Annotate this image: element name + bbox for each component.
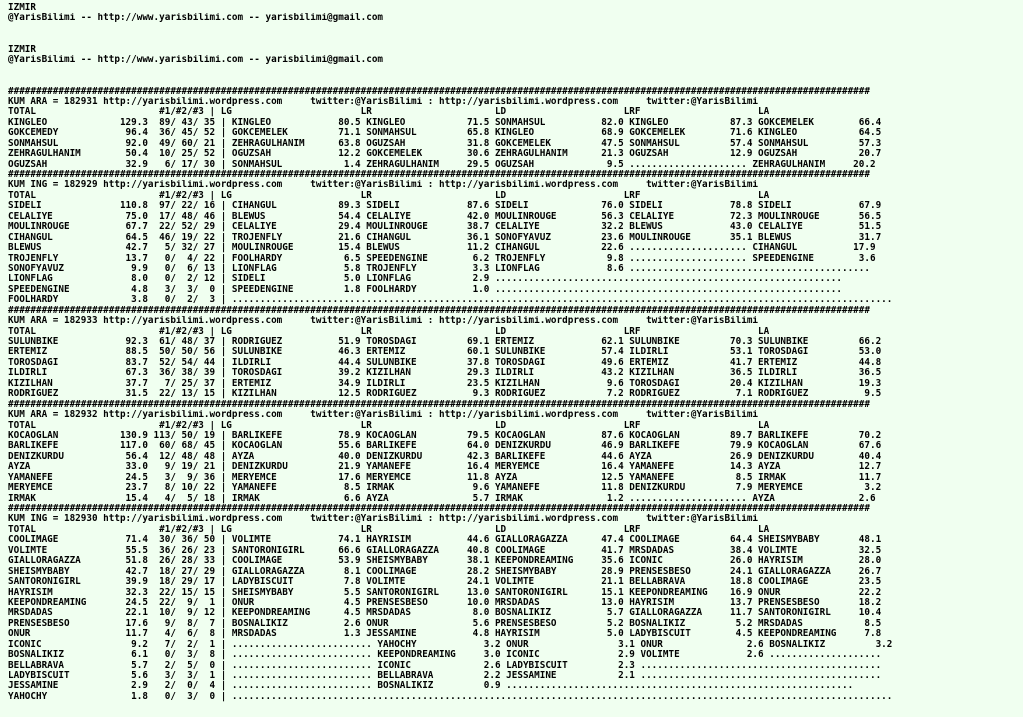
separator-line: ########################################################################################################################################################## [8, 399, 870, 410]
race-block [8, 170, 1023, 306]
result-row: KOCAOGLAN 130.9 113/ 50/ 19 | BARLIKEFE 78.9 KOCAOGLAN 79.5 KOCAOGLAN 87.6 KOCAOGLAN 89.7 BARLIKEFE 70.2 [8, 430, 882, 441]
result-row: TROJENFLY 13.7 0/ 4/ 22 | FOOLHARDY 6.5 SPEEDENGINE 6.2 TROJENFLY 9.8 ..................... SPEEDENGINE 3.6 [8, 253, 876, 264]
result-row: HAYRISIM 32.3 22/ 15/ 15 | SHEISMYBABY 5.5 SANTORONIGIRL 13.0 SANTORONIGIRL 15.1 KEEPONDREAMING 16.9 ONUR 22.2 [8, 587, 882, 598]
spacer [8, 66, 1023, 87]
race-header: KUM ING = 182930 http://yarisbilimi.wordpress.com twitter:@YarisBilimi : http://yarisbilimi.wordpress.com twitter:@YarisBilimi [8, 514, 759, 525]
result-row: SONMAHSUL 92.0 49/ 60/ 21 | ZEHRAGULHANIM 63.8 OGUZSAH 31.8 GOKCEMELEK 47.5 SONMAHSUL 57.4 SONMAHSUL 57.3 [8, 138, 882, 149]
result-row: ZEHRAGULHANIM 50.4 10/ 25/ 52 | OGUZSAH 12.2 GOKCEMELEK 30.6 ZEHRAGULHANIM 21.3 OGUZSAH 12.9 OGUZSAH 20.7 [8, 149, 882, 160]
result-row: KINGLEO 129.3 89/ 43/ 35 | KINGLEO 80.5 KINGLEO 71.5 SONMAHSUL 82.0 KINGLEO 87.3 GOKCEMELEK 66.4 [8, 117, 882, 128]
result-row: ICONIC 9.2 7/ 2/ 1 | ......................... YAHOCHY 3.2 ONUR 3.1 ONUR 2.6 BOSNALIKIZ 3.2 [8, 639, 893, 650]
result-row: ONUR 11.7 4/ 6/ 8 | MRSDADAS 1.3 JESSAMINE 4.8 HAYRISIM 5.0 LADYBISCUIT 4.5 KEEPONDREAMING 7.8 [8, 629, 882, 640]
result-row: YAHOCHY 1.8 0/ 3/ 0 | ...................................................................................................................... [8, 691, 893, 702]
result-row: AYZA 33.0 9/ 19/ 21 | DENIZKURDU 21.9 YAMANEFE 16.4 MERYEMCE 16.4 YAMANEFE 14.3 AYZA 12.7 [8, 462, 882, 473]
column-header: TOTAL #1/#2/#3 | LG LR LD LRF LA [8, 107, 770, 118]
result-row: SIDELI 110.8 97/ 22/ 16 | CIHANGUL 89.3 SIDELI 87.6 SIDELI 76.0 SIDELI 78.8 SIDELI 67.9 [8, 201, 882, 212]
race-header: KUM ING = 182929 http://yarisbilimi.wordpress.com twitter:@YarisBilimi : http://yarisbilimi.wordpress.com twitter:@YarisBilimi [8, 180, 759, 191]
race-header: KUM ARA = 182931 http://yarisbilimi.wordpress.com twitter:@YarisBilimi : http://yarisbilimi.wordpress.com twitter:@YarisBilimi [8, 96, 759, 107]
result-row: DENIZKURDU 56.4 12/ 48/ 48 | AYZA 40.0 DENIZKURDU 42.3 BARLIKEFE 44.6 AYZA 26.9 DENIZKURDU 40.4 [8, 451, 882, 462]
race-blocks [8, 87, 1023, 703]
race-block [8, 306, 1023, 400]
result-row: YAMANEFE 24.5 3/ 9/ 36 | MERYEMCE 17.6 MERYEMCE 11.8 AYZA 12.5 YAMANEFE 8.5 IRMAK 11.7 [8, 472, 882, 483]
result-row: CELALIYE 75.0 17/ 48/ 46 | BLEWUS 54.4 CELALIYE 42.0 MOULINROUGE 56.3 CELALIYE 72.3 MOULINROUGE 56.5 [8, 211, 882, 222]
result-row: VOLIMTE 55.5 36/ 26/ 23 | SANTORONIGIRL 66.6 GIALLORAGAZZA 40.8 COOLIMAGE 41.7 MRSDADAS 38.4 VOLIMTE 32.5 [8, 545, 882, 556]
race-block [8, 87, 1023, 171]
race-block [8, 504, 1023, 702]
separator-line: ########################################################################################################################################################## [8, 504, 870, 515]
city-title-repeat: IZMIR [8, 44, 36, 55]
result-row: SPEEDENGINE 4.8 3/ 3/ 0 | SPEEDENGINE 1.8 FOOLHARDY 1.0 .............................................................. [8, 284, 842, 295]
result-row: SONOFYAVUZ 9.9 0/ 6/ 13 | LIONFLAG 5.8 TROJENFLY 3.3 LIONFLAG 8.6 ........................................... [8, 263, 870, 274]
result-row: COOLIMAGE 71.4 30/ 36/ 50 | VOLIMTE 74.1 HAYRISIM 44.6 GIALLORAGAZZA 47.4 COOLIMAGE 64.4 SHEISMYBABY 48.1 [8, 535, 882, 546]
result-row: MRSDADAS 22.1 10/ 9/ 12 | KEEPONDREAMING 4.5 MRSDADAS 8.0 BOSNALIKIZ 5.7 GIALLORAGAZZA 11.7 SANTORONIGIRL 10.4 [8, 608, 882, 619]
result-row: BLEWUS 42.7 5/ 32/ 27 | MOULINROUGE 15.4 BLEWUS 11.2 CIHANGUL 22.6 ..................... CIHANGUL 17.9 [8, 243, 876, 254]
result-row: FOOLHARDY 3.8 0/ 2/ 3 | ...................................................................................................................... [8, 295, 893, 306]
site-contact-line-repeat: @YarisBilimi -- http://www.yarisbilimi.com -- yarisbilimi@gmail.com [8, 55, 384, 66]
result-row: BELLABRAVA 5.7 2/ 5/ 0 | ......................... ICONIC 2.6 LADYBISCUIT 2.3 ........................................... [8, 660, 882, 671]
result-row: BOSNALIKIZ 6.1 0/ 3/ 8 | ......................... KEEPONDREAMING 3.0 ICONIC 2.9 VOLIMTE 2.6 .................... [8, 650, 882, 661]
result-row: SULUNBIKE 92.3 61/ 48/ 37 | RODRIGUEZ 51.9 TOROSDAGI 69.1 ERTEMIZ 62.1 SULUNBIKE 70.3 SULUNBIKE 66.2 [8, 337, 882, 348]
column-header: TOTAL #1/#2/#3 | LG LR LD LRF LA [8, 190, 770, 201]
result-row: KIZILHAN 37.7 7/ 25/ 37 | ERTEMIZ 34.9 ILDIRLI 23.5 KIZILHAN 9.6 TOROSDAGI 20.4 KIZILHAN 19.3 [8, 378, 882, 389]
result-row: LADYBISCUIT 5.6 3/ 3/ 1 | ......................... BELLABRAVA 2.2 JESSAMINE 2.1 ........................................... [8, 671, 882, 682]
race-header: KUM ARA = 182932 http://yarisbilimi.wordpress.com twitter:@YarisBilimi : http://yarisbilimi.wordpress.com twitter:@YarisBilimi [8, 410, 759, 421]
result-row: JESSAMINE 2.9 2/ 0/ 4 | ......................... BOSNALIKIZ 0.9 .............................................................. [8, 681, 854, 692]
city-title: IZMIR [8, 3, 36, 13]
column-header: TOTAL #1/#2/#3 | LG LR LD LRF LA [8, 524, 770, 535]
result-row: SHEISMYBABY 42.7 18/ 27/ 29 | GIALLORAGAZZA 8.1 COOLIMAGE 28.2 SHEISMYBABY 28.9 PRENSESBESO 24.1 GIALLORAGAZZA 26.7 [8, 566, 882, 577]
result-row: KEEPONDREAMING 24.5 22/ 9/ 1 | ONUR 4.5 PRENSESBESO 10.0 MRSDADAS 13.0 HAYRISIM 13.7 PRENSESBESO 18.2 [8, 597, 882, 608]
result-row: GOKCEMEDY 96.4 36/ 45/ 52 | GOKCEMELEK 71.1 SONMAHSUL 65.8 KINGLEO 68.9 GOKCEMELEK 71.6 KINGLEO 64.5 [8, 128, 882, 139]
result-row: LIONFLAG 8.0 0/ 2/ 12 | SIDELI 5.0 LIONFLAG 2.9 .............................................................. [8, 274, 842, 285]
result-row: MERYEMCE 23.7 8/ 10/ 22 | YAMANEFE 8.5 IRMAK 9.6 YAMANEFE 11.8 DENIZKURDU 7.9 MERYEMCE 3.2 [8, 483, 882, 494]
result-row: SANTORONIGIRL 39.9 18/ 29/ 17 | LADYBISCUIT 7.8 VOLIMTE 24.1 VOLIMTE 21.1 BELLABRAVA 18.8 COOLIMAGE 23.5 [8, 577, 882, 588]
result-row: GIALLORAGAZZA 51.8 26/ 28/ 33 | COOLIMAGE 53.9 SHEISMYBABY 38.1 KEEPONDREAMING 35.6 ICONIC 26.0 HAYRISIM 28.0 [8, 556, 882, 567]
race-header: KUM ARA = 182933 http://yarisbilimi.wordpress.com twitter:@YarisBilimi : http://yarisbilimi.wordpress.com twitter:@YarisBilimi [8, 316, 759, 327]
spacer [8, 24, 1023, 45]
separator-line: ########################################################################################################################################################## [8, 86, 870, 97]
result-row: MOULINROUGE 67.7 22/ 52/ 29 | CELALIYE 29.4 MOULINROUGE 38.7 CELALIYE 32.2 BLEWUS 43.0 CELALIYE 51.5 [8, 222, 882, 233]
result-row: PRENSESBESO 17.6 9/ 8/ 7 | BOSNALIKIZ 2.6 ONUR 5.6 PRENSESBESO 5.2 BOSNALIKIZ 5.2 MRSDADAS 8.5 [8, 618, 882, 629]
result-row: OGUZSAH 32.9 6/ 17/ 30 | SONMAHSUL 1.4 ZEHRAGULHANIM 29.5 OGUZSAH 9.5 ..................... ZEHRAGULHANIM 20.2 [8, 159, 876, 170]
result-row: ERTEMIZ 88.5 50/ 50/ 56 | SULUNBIKE 46.3 ERTEMIZ 60.1 SULUNBIKE 57.4 ILDIRLI 53.1 TOROSDAGI 53.0 [8, 347, 882, 358]
separator-line: ########################################################################################################################################################## [8, 305, 870, 316]
column-header: TOTAL #1/#2/#3 | LG LR LD LRF LA [8, 326, 770, 337]
result-row: IRMAK 15.4 4/ 5/ 18 | IRMAK 6.6 AYZA 5.7 IRMAK 1.2 ..................... AYZA 2.6 [8, 493, 876, 504]
race-block [8, 400, 1023, 504]
result-row: TOROSDAGI 83.7 52/ 54/ 44 | ILDIRLI 44.4 SULUNBIKE 37.8 TOROSDAGI 49.6 ERTEMIZ 41.7 ERTEMIZ 44.8 [8, 357, 882, 368]
separator-line: ########################################################################################################################################################## [8, 170, 870, 181]
result-row: ILDIRLI 67.3 36/ 38/ 39 | TOROSDAGI 39.2 KIZILHAN 29.3 ILDIRLI 43.2 KIZILHAN 36.5 ILDIRLI 36.5 [8, 368, 882, 379]
site-contact-line: @YarisBilimi -- http://www.yarisbilimi.com -- yarisbilimi@gmail.com [8, 13, 384, 24]
result-row: BARLIKEFE 117.0 60/ 68/ 45 | KOCAOGLAN 55.6 BARLIKEFE 64.0 DENIZKURDU 46.9 BARLIKEFE 79.9 KOCAOGLAN 67.6 [8, 441, 882, 452]
column-header: TOTAL #1/#2/#3 | LG LR LD LRF LA [8, 420, 770, 431]
result-row: CIHANGUL 64.5 46/ 19/ 22 | TROJENFLY 21.6 CIHANGUL 36.1 SONOFYAVUZ 23.6 MOULINROUGE 35.1 BLEWUS 31.7 [8, 232, 882, 243]
result-row: RODRIGUEZ 31.5 22/ 13/ 15 | KIZILHAN 12.5 RODRIGUEZ 9.3 RODRIGUEZ 7.2 RODRIGUEZ 7.1 RODRIGUEZ 9.5 [8, 389, 882, 400]
